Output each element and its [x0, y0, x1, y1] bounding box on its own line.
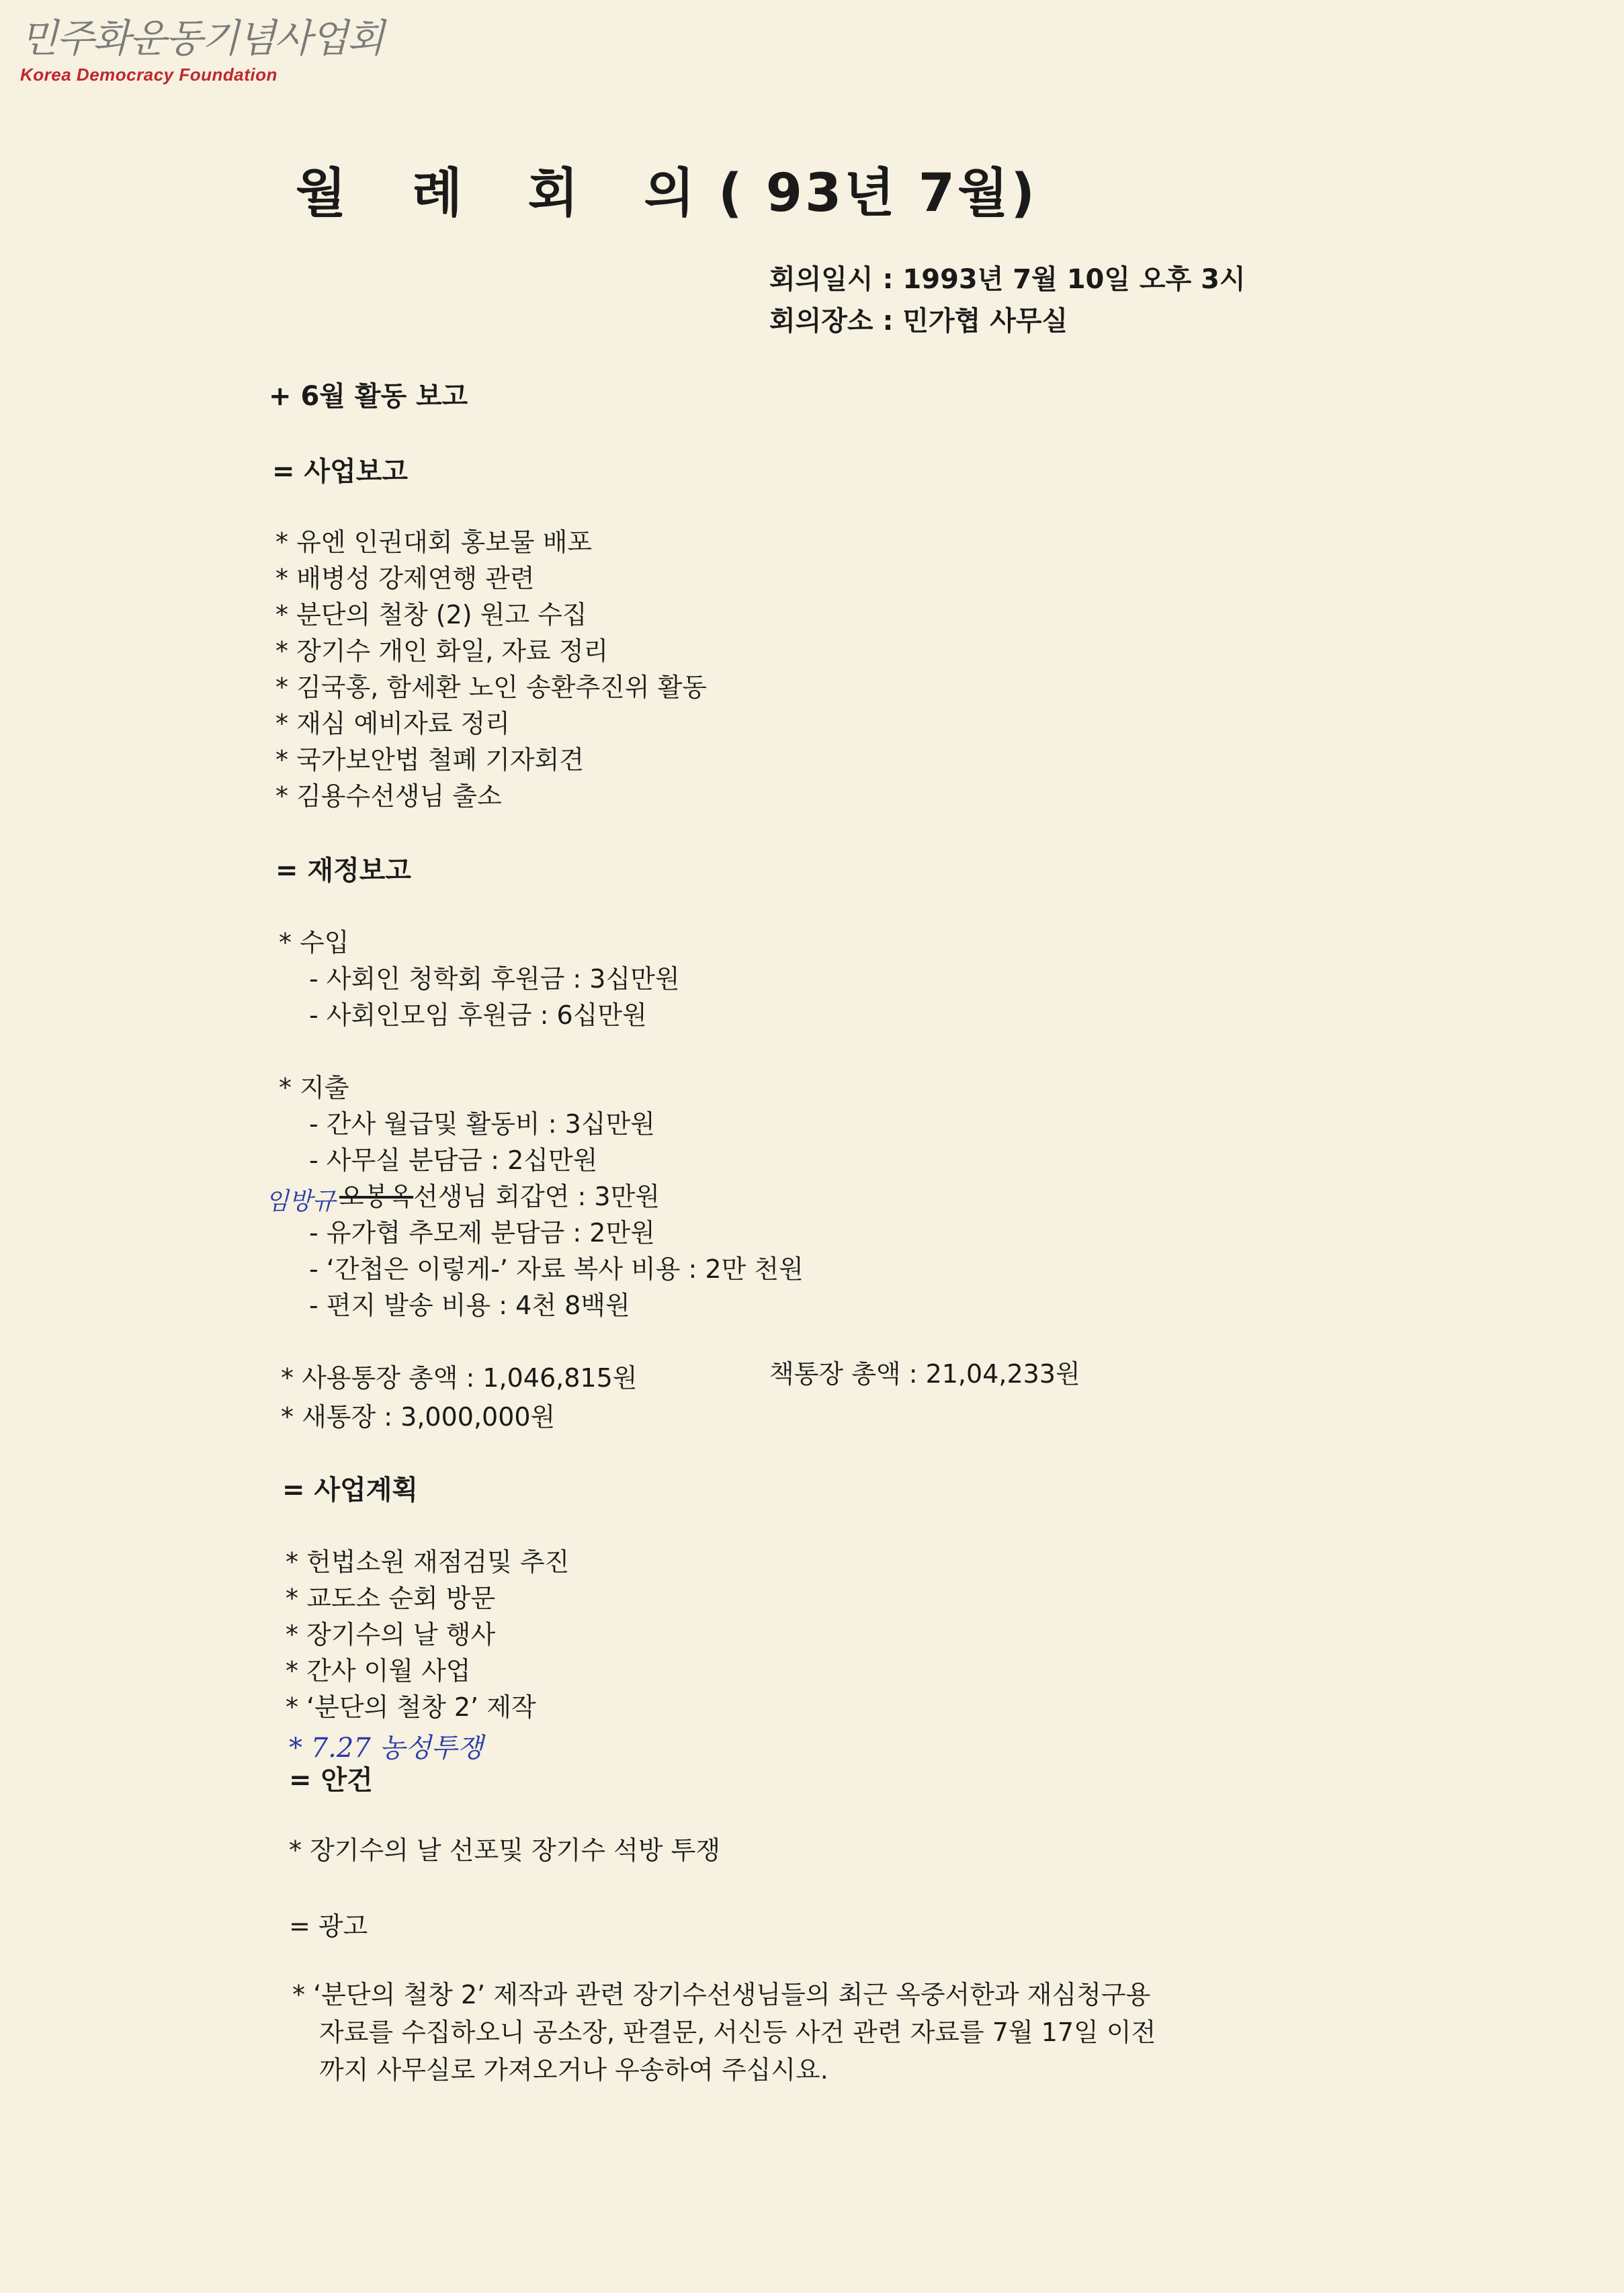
list-item: * 장기수의 날 선포및 장기수 석방 투쟁	[289, 1835, 721, 1865]
business-plan-heading: = 사업계획	[282, 1475, 419, 1506]
list-item: - 편지 발송 비용 : 4천 8백원	[309, 1291, 630, 1320]
meeting-place: 회의장소 : 민가협 사무실	[769, 306, 1068, 337]
list-item: * 분단의 철창 (2) 원고 수집	[275, 600, 587, 630]
list-item: - 사회인모임 후원금 : 6십만원	[309, 1000, 647, 1030]
list-item: * 배병성 강제연행 관련	[275, 564, 535, 593]
notice-heading: = 광고	[289, 1911, 368, 1941]
list-item: - 사무실 분담금 : 2십만원	[309, 1145, 598, 1175]
logo-korean: 민주화운동기념사업회	[20, 15, 384, 61]
list-item: * 장기수의 날 행사	[286, 1620, 496, 1649]
new-account: * 새통장 : 3,000,000원	[281, 1402, 556, 1432]
list-item: * 간사 이월 사업	[286, 1656, 471, 1686]
struck-name: 오봉옥	[339, 1182, 414, 1211]
section-june-report: + 6월 활동 보고	[269, 381, 468, 412]
document-title: 월 례 회 의 ( 93년 7월)	[296, 163, 1038, 224]
list-item: * 김용수선생님 출소	[275, 781, 502, 811]
foundation-logo	[20, 15, 384, 85]
notice-line: 까지 사무실로 가져오거나 우송하여 주십시요.	[319, 2055, 828, 2085]
income-label: * 수입	[279, 928, 349, 957]
book-account-total: 책통장 총액 : 21,04,233원	[769, 1359, 1080, 1389]
list-item: - 사회인 청학회 후원금 : 3십만원	[309, 964, 680, 994]
list-item: * 헌법소원 재점검및 추진	[286, 1547, 570, 1577]
list-item: * 김국홍, 함세환 노인 송환추진위 활동	[275, 673, 708, 702]
notice-line: * ‘분단의 철창 2’ 제작과 관련 장기수선생님들의 최근 옥중서한과 재심청구용	[292, 1980, 1151, 2009]
list-item: * 장기수 개인 화일, 자료 정리	[275, 636, 609, 666]
list-item: * ‘분단의 철창 2’ 제작	[286, 1692, 536, 1722]
account-total: * 사용통장 총액 : 1,046,815원	[281, 1363, 638, 1393]
list-item: - 간사 월급및 활동비 : 3십만원	[309, 1109, 655, 1139]
agenda-heading: = 안건	[289, 1765, 373, 1796]
handwritten-name: 임방규	[265, 1188, 336, 1215]
list-item: - ‘간첩은 이렇게-’ 자료 복사 비용 : 2만 천원	[309, 1254, 804, 1284]
list-item: - 유가협 추모제 분담금 : 2만원	[309, 1218, 655, 1248]
logo-english: Korea Democracy Foundation	[20, 64, 277, 85]
list-item	[339, 1184, 660, 1209]
list-item: * 유엔 인권대회 홍보물 배포	[275, 527, 593, 557]
expense-label: * 지출	[279, 1073, 349, 1102]
notice-line: 자료를 수집하오니 공소장, 판결문, 서신등 사건 관련 자료를 7월 17일 이전	[319, 2018, 1156, 2047]
meeting-datetime: 회의일시 : 1993년 7월 10일 오후 3시	[769, 264, 1246, 295]
list-item: * 교도소 순회 방문	[286, 1584, 496, 1613]
list-item: * 재심 예비자료 정리	[275, 709, 510, 738]
list-item: * 국가보안법 철폐 기자회견	[275, 745, 585, 775]
business-report-heading: = 사업보고	[272, 456, 409, 487]
meeting-meta	[769, 259, 1246, 342]
handwritten-item: * 7.27 농성투쟁	[289, 1733, 484, 1764]
finance-report-heading: = 재정보고	[275, 855, 412, 886]
expense-item-text: 선생님 회갑연 : 3만원	[413, 1182, 660, 1211]
